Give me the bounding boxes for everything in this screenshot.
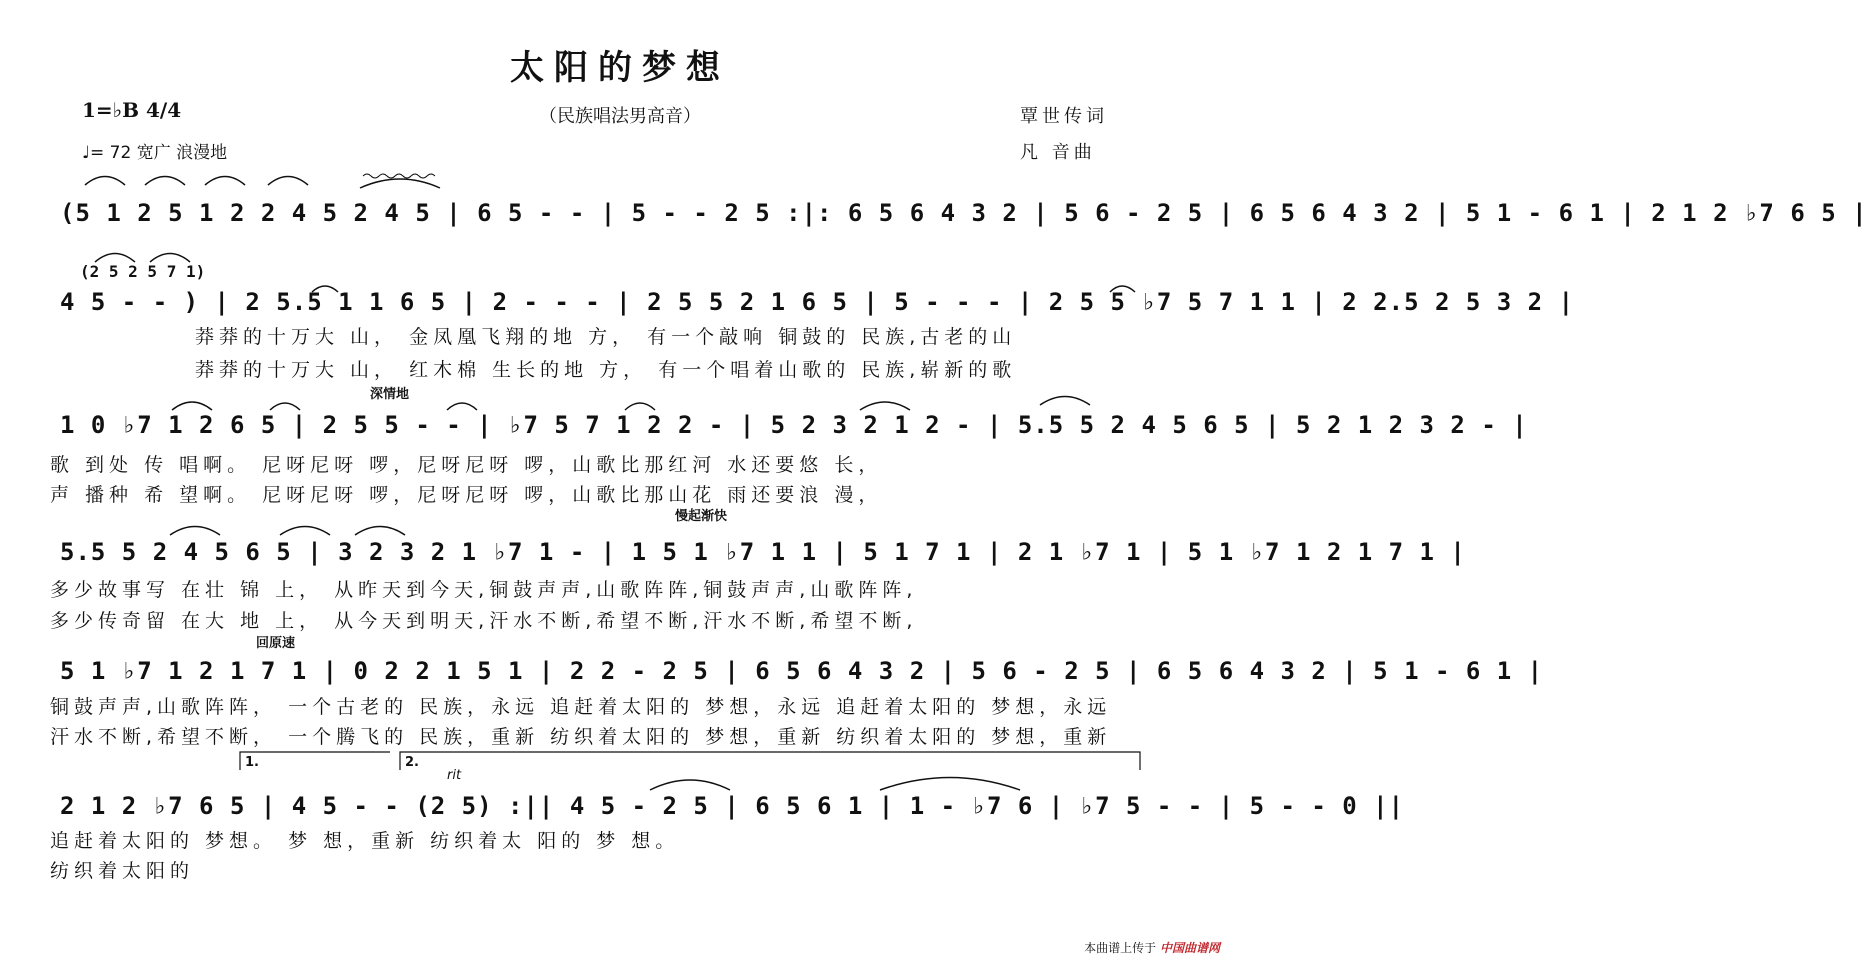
- footer-credit: [1084, 939, 1220, 956]
- triplet-slur: [85, 177, 125, 186]
- expression-deep: 深情地: [370, 387, 410, 402]
- triplet-slur: [268, 177, 308, 186]
- lyric-line-5b: 汗水不断,希望不断， 一个腾飞的 民族，重新 纺织着太阳的 梦想，重新 纺织着太阳的 梦想，重新: [50, 726, 1112, 748]
- lyricist: 覃世传词: [1020, 106, 1108, 127]
- notation-line-2: 4 5 - - ) | 2 5.5 1 1 6 5 | 2 - - - | 2 5 5 2 1 6 5 | 5 - - - | 2 5 5 ♭7 5 7 1 1 | 2 2.5 2 5 3 2 |: [60, 288, 1575, 316]
- lyric-line-3b: 声 播种 希 望啊。 尼呀尼呀 啰，尼呀尼呀 啰，山歌比那山花 雨还要浪 漫，: [50, 484, 883, 506]
- trill-wave: [363, 174, 435, 178]
- notation-line-6: 2 1 2 ♭7 6 5 | 4 5 - - (2 5) :|| 4 5 - 2 5 | 6 5 6 1 | 1 - ♭7 6 | ♭7 5 - - | 5 - - 0 ||: [60, 792, 1405, 820]
- expression-a-tempo: 回原速: [256, 636, 296, 651]
- slur: [1040, 397, 1090, 406]
- expression-rit: rit: [447, 768, 462, 783]
- notation-line-4: 5.5 5 2 4 5 6 5 | 3 2 3 2 1 ♭7 1 - | 1 5 1 ♭7 1 1 | 5 1 7 1 | 2 1 ♭7 1 | 5 1 ♭7 1 2 1 7 1 |: [60, 538, 1466, 566]
- lyric-line-4a: 多少故事写 在壮 锦 上， 从昨天到今天,铜鼓声声,山歌阵阵,铜鼓声声,山歌阵阵,: [50, 579, 918, 601]
- slur: [880, 778, 1020, 791]
- triplet-slur: [150, 254, 190, 263]
- slur: [172, 402, 212, 410]
- slur: [312, 286, 338, 292]
- notation-line-1: (5 1 2 5 1 2 2 4 5 2 4 5 | 6 5 - - | 5 - - 2 5 :|: 6 5 6 4 3 2 | 5 6 - 2 5 | 6 5 6 4 3 2 | 5 1 - 6 1 | 2 1 2 ♭7 6 5 |: [60, 199, 1868, 227]
- notation-line-3: 1 0 ♭7 1 2 6 5 | 2 5 5 - - | ♭7 5 7 1 2 2 - | 5 2 3 2 1 2 - | 5.5 5 2 4 5 6 5 | 5 2 1 2 3 2 - |: [60, 411, 1528, 439]
- slur: [170, 527, 220, 536]
- tempo-marking: ♩= 72 宽广 浪漫地: [82, 143, 228, 163]
- composer: 凡 音曲: [1020, 142, 1096, 163]
- volta-1: 1.: [245, 755, 259, 770]
- notation-line-5: 5 1 ♭7 1 2 1 7 1 | 0 2 2 1 5 1 | 2 2 - 2 5 | 6 5 6 4 3 2 | 5 6 - 2 5 | 6 5 6 4 3 2 | 5 1 - 6 1 |: [60, 657, 1544, 685]
- slur: [1110, 286, 1135, 292]
- slur: [270, 403, 300, 410]
- slur: [447, 403, 477, 410]
- lyric-line-2a: 莽莽的十万大 山， 金凤凰飞翔的地 方， 有一个敲响 铜鼓的 民族,古老的山: [195, 326, 1017, 348]
- lyric-line-4b: 多少传奇留 在大 地 上， 从今天到明天,汗水不断,希望不断,汗水不断,希望不断,: [50, 610, 918, 632]
- lyric-line-6a: 追赶着太阳的 梦想。 梦 想，重新 纺织着太 阳的 梦 想。: [50, 830, 680, 852]
- song-title: 太阳的梦想: [510, 48, 730, 88]
- triplet-slur: [145, 177, 185, 186]
- slur: [280, 527, 330, 536]
- subtitle: （民族唱法男高音）: [539, 106, 701, 127]
- volta-bracket-2: [400, 752, 1140, 770]
- lyric-line-6b: 纺织着太阳的: [50, 860, 195, 882]
- trill-slur: [360, 179, 440, 188]
- site-logo[interactable]: 中国曲谱网: [1159, 941, 1220, 955]
- slur: [860, 402, 910, 410]
- slur: [355, 527, 405, 536]
- volta-bracket-1: [240, 752, 390, 770]
- triplet-slur: [205, 177, 245, 186]
- expression-accelerando: 慢起渐快: [675, 509, 728, 524]
- triplet-slur: [95, 254, 135, 263]
- lyric-line-3a: 歌 到处 传 唱啊。 尼呀尼呀 啰，尼呀尼呀 啰，山歌比那红河 水还要悠 长，: [50, 454, 883, 476]
- pickup-notes: (2 5 2 5 7 1): [80, 262, 206, 281]
- slur: [650, 780, 730, 790]
- slur: [625, 403, 655, 410]
- volta-2: 2.: [405, 755, 419, 770]
- lyric-line-5a: 铜鼓声声,山歌阵阵， 一个古老的 民族，永远 追赶着太阳的 梦想，永远 追赶着太阳的 梦想，永远: [50, 696, 1112, 718]
- footer-prefix: 本曲谱上传于: [1084, 941, 1157, 955]
- key-signature: 1=♭B 4/4: [82, 98, 182, 122]
- lyric-line-2b: 莽莽的十万大 山， 红木棉 生长的地 方， 有一个唱着山歌的 民族,崭新的歌: [195, 359, 1017, 381]
